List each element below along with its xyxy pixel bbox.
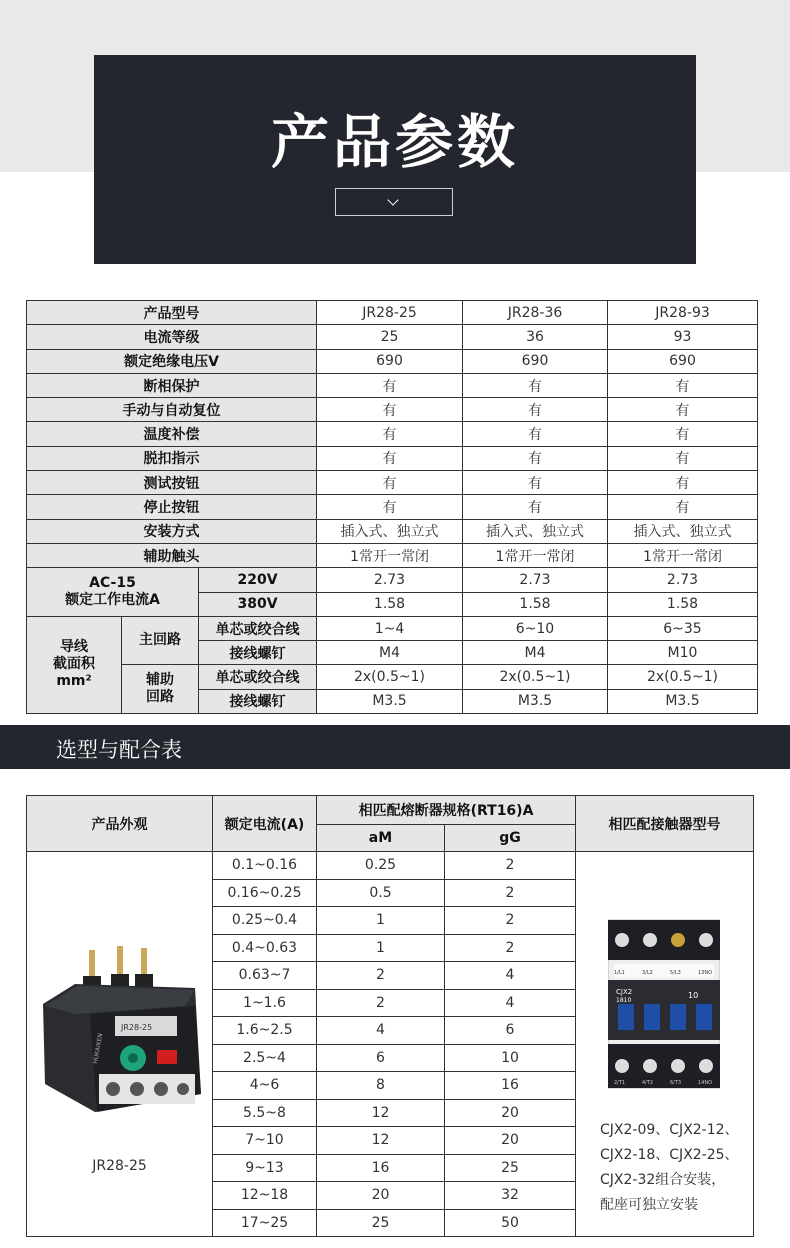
cell-value: 有 — [608, 446, 758, 470]
row-label: 安装方式 — [27, 519, 317, 543]
cell-value: M3.5 — [463, 689, 608, 713]
cell-value: 有 — [317, 495, 463, 519]
main-circuit-label — [122, 616, 199, 665]
table-row — [27, 568, 758, 592]
cell-value: M10 — [608, 641, 758, 665]
terminal-label: 4/T2 — [642, 1080, 654, 1086]
rated-current-cell: 1~1.6 — [213, 989, 317, 1017]
gg-fuse-cell: 20 — [445, 1099, 576, 1127]
rated-current-cell: 4~6 — [213, 1072, 317, 1100]
am-fuse-cell: 6 — [317, 1044, 445, 1072]
am-fuse-cell: 0.5 — [317, 879, 445, 907]
voltage-label: 220V — [199, 568, 317, 592]
contactor-models-text — [600, 1118, 750, 1218]
rated-current-cell: 0.63~7 — [213, 962, 317, 990]
cell-value: 插入式、独立式 — [608, 519, 758, 543]
table-row — [27, 446, 758, 470]
cell-value: M3.5 — [608, 689, 758, 713]
gg-fuse-cell: 20 — [445, 1127, 576, 1155]
rated-current-cell: 5.5~8 — [213, 1099, 317, 1127]
am-fuse-cell: 16 — [317, 1154, 445, 1182]
ac15-label — [27, 568, 199, 617]
cell-value: 1.58 — [317, 592, 463, 616]
terminal-label: 2/T1 — [614, 1080, 626, 1086]
ac15-label-line: 额定工作电流A — [65, 592, 160, 609]
gg-fuse-cell: 2 — [445, 934, 576, 962]
cell-value: 有 — [463, 422, 608, 446]
parameters-table — [26, 300, 758, 714]
gg-fuse-cell: 10 — [445, 1044, 576, 1072]
contactor-line: CJX2-32组合安装， — [600, 1172, 726, 1188]
table-row — [27, 665, 758, 689]
cell-value: 有 — [608, 471, 758, 495]
cell-value: 1常开一常闭 — [608, 543, 758, 567]
terminal-label: 13NO — [698, 970, 713, 976]
cell-value: 690 — [317, 349, 463, 373]
expand-button[interactable] — [335, 188, 453, 216]
cell-value: 1.58 — [608, 592, 758, 616]
cell-value: 有 — [463, 495, 608, 519]
table-row — [27, 301, 758, 325]
cell-value: 2.73 — [317, 568, 463, 592]
row-label: 测试按钮 — [27, 471, 317, 495]
cell-value: M4 — [463, 641, 608, 665]
row-label: 脱扣指示 — [27, 446, 317, 470]
row-label: 停止按钮 — [27, 495, 317, 519]
cell-value: 有 — [317, 446, 463, 470]
header-fuse-spec: 相匹配熔断器规格(RT16)A — [317, 796, 576, 825]
cell-value: 有 — [463, 471, 608, 495]
header-am: aM — [317, 825, 445, 852]
terminal-label: 3/L2 — [642, 970, 653, 976]
row-label: 温度补偿 — [27, 422, 317, 446]
rated-current-cell: 9~13 — [213, 1154, 317, 1182]
wire-row-label: 单芯或绞合线 — [199, 665, 317, 689]
thermal-relay-image — [35, 944, 207, 1144]
cell-value: 2x(0.5~1) — [317, 665, 463, 689]
terminal-label: 14NO — [698, 1080, 713, 1086]
am-fuse-cell: 1 — [317, 934, 445, 962]
title-banner — [94, 55, 696, 264]
row-label: 电流等级 — [27, 325, 317, 349]
aux-circuit-text: 辅助 — [146, 672, 174, 689]
table-row — [27, 422, 758, 446]
gg-fuse-cell: 16 — [445, 1072, 576, 1100]
contactor-line: 配座可独立安装 — [600, 1197, 699, 1213]
row-label: 额定绝缘电压V — [27, 349, 317, 373]
wire-label-line: 截面积 — [53, 656, 95, 673]
gg-fuse-cell: 2 — [445, 879, 576, 907]
cell-value: 有 — [317, 398, 463, 422]
row-label: 手动与自动复位 — [27, 398, 317, 422]
cell-value: 有 — [317, 422, 463, 446]
ac15-label-line: AC-15 — [89, 575, 136, 592]
header-contactor: 相匹配接触器型号 — [576, 796, 754, 852]
table-row — [27, 519, 758, 543]
wire-row-label: 接线螺钉 — [199, 641, 317, 665]
table-row — [27, 471, 758, 495]
gg-fuse-cell: 4 — [445, 962, 576, 990]
model-header: JR28-25 — [317, 301, 463, 325]
table-row — [27, 325, 758, 349]
header-appearance: 产品外观 — [27, 796, 213, 852]
cell-value: M4 — [317, 641, 463, 665]
rated-current-cell: 1.6~2.5 — [213, 1017, 317, 1045]
product-name: JR28-25 — [92, 1158, 147, 1174]
section-title: 选型与配合表 — [56, 738, 182, 762]
banner-title: 产品参数 — [270, 108, 519, 176]
rated-current-cell: 7~10 — [213, 1127, 317, 1155]
gg-fuse-cell: 4 — [445, 989, 576, 1017]
wire-row-label: 接线螺钉 — [199, 689, 317, 713]
cell-value: 25 — [317, 325, 463, 349]
contactor-line: CJX2-09、CJX2-12、 — [600, 1122, 739, 1138]
wire-label-line: 导线 — [60, 639, 88, 656]
am-fuse-cell: 12 — [317, 1127, 445, 1155]
cell-value: 有 — [317, 471, 463, 495]
gg-fuse-cell: 6 — [445, 1017, 576, 1045]
row-label: 断相保护 — [27, 373, 317, 397]
voltage-label: 380V — [199, 592, 317, 616]
cell-value: 插入式、独立式 — [317, 519, 463, 543]
cell-value: 插入式、独立式 — [463, 519, 608, 543]
am-fuse-cell: 25 — [317, 1209, 445, 1237]
cell-value: 6~10 — [463, 616, 608, 640]
table-row — [27, 349, 758, 373]
selection-table — [26, 795, 754, 1237]
am-fuse-cell: 2 — [317, 989, 445, 1017]
wire-label-line: mm² — [56, 673, 92, 690]
rated-current-cell: 17~25 — [213, 1209, 317, 1237]
rated-current-cell: 0.25~0.4 — [213, 907, 317, 935]
cell-value: 有 — [608, 495, 758, 519]
am-fuse-cell: 2 — [317, 962, 445, 990]
cell-value: 690 — [608, 349, 758, 373]
table-row — [27, 495, 758, 519]
contactor-printed-sub: 1810 — [616, 997, 632, 1004]
rated-current-cell: 0.4~0.63 — [213, 934, 317, 962]
gg-fuse-cell: 2 — [445, 852, 576, 880]
gg-fuse-cell: 32 — [445, 1182, 576, 1210]
table-row — [27, 543, 758, 567]
aux-circuit-label — [122, 665, 199, 714]
cell-value: 有 — [463, 446, 608, 470]
rated-current-cell: 0.16~0.25 — [213, 879, 317, 907]
cell-value: 2x(0.5~1) — [463, 665, 608, 689]
am-fuse-cell: 20 — [317, 1182, 445, 1210]
cell-value: 有 — [317, 373, 463, 397]
cell-value: M3.5 — [317, 689, 463, 713]
contactor-wrap — [576, 852, 753, 1220]
am-fuse-cell: 8 — [317, 1072, 445, 1100]
table-row — [27, 373, 758, 397]
am-fuse-cell: 4 — [317, 1017, 445, 1045]
relay-printed-label: JR28-25 — [121, 1023, 153, 1032]
cell-value: 有 — [608, 373, 758, 397]
model-header: JR28-36 — [463, 301, 608, 325]
wire-row-label: 单芯或绞合线 — [199, 616, 317, 640]
gg-fuse-cell: 50 — [445, 1209, 576, 1237]
header-rated-current: 额定电流(A) — [213, 796, 317, 852]
section-header-bar — [0, 725, 790, 769]
contactor-cell — [576, 852, 754, 1237]
am-fuse-cell: 1 — [317, 907, 445, 935]
terminal-label: 6/T3 — [670, 1080, 682, 1086]
table-row — [27, 616, 758, 640]
aux-circuit-text: 回路 — [146, 689, 174, 706]
cell-value: 有 — [463, 373, 608, 397]
chevron-down-icon — [387, 194, 398, 205]
cell-value: 2.73 — [463, 568, 608, 592]
cell-value: 690 — [463, 349, 608, 373]
cell-value: 1~4 — [317, 616, 463, 640]
contactor-image — [608, 916, 720, 1092]
row-label: 辅助触头 — [27, 543, 317, 567]
cell-value: 有 — [608, 398, 758, 422]
gg-fuse-cell: 25 — [445, 1154, 576, 1182]
cell-value: 1常开一常闭 — [317, 543, 463, 567]
main-circuit-text: 主回路 — [139, 632, 181, 649]
contactor-printed-model: CJX2 — [616, 988, 633, 996]
terminal-label: 1/L1 — [614, 970, 625, 976]
am-fuse-cell: 0.25 — [317, 852, 445, 880]
cell-value: 6~35 — [608, 616, 758, 640]
product-image-cell — [27, 852, 213, 1237]
row-label: 产品型号 — [27, 301, 317, 325]
rated-current-cell: 2.5~4 — [213, 1044, 317, 1072]
table-row — [27, 852, 754, 880]
cell-value: 1.58 — [463, 592, 608, 616]
relay-brand: HUKAIKEN — [92, 1032, 105, 1065]
rated-current-cell: 12~18 — [213, 1182, 317, 1210]
terminal-label: 5/L3 — [670, 970, 681, 976]
table-row — [27, 398, 758, 422]
header-gg: gG — [445, 825, 576, 852]
gg-fuse-cell: 2 — [445, 907, 576, 935]
am-fuse-cell: 12 — [317, 1099, 445, 1127]
cell-value: 有 — [463, 398, 608, 422]
cell-value: 1常开一常闭 — [463, 543, 608, 567]
cell-value: 有 — [608, 422, 758, 446]
wire-section-label — [27, 616, 122, 713]
cell-value: 93 — [608, 325, 758, 349]
cell-value: 36 — [463, 325, 608, 349]
model-header: JR28-93 — [608, 301, 758, 325]
contactor-line: CJX2-18、CJX2-25、 — [600, 1147, 739, 1163]
cell-value: 2x(0.5~1) — [608, 665, 758, 689]
contactor-printed-code: 10 — [688, 991, 699, 1000]
cell-value: 2.73 — [608, 568, 758, 592]
rated-current-cell: 0.1~0.16 — [213, 852, 317, 880]
